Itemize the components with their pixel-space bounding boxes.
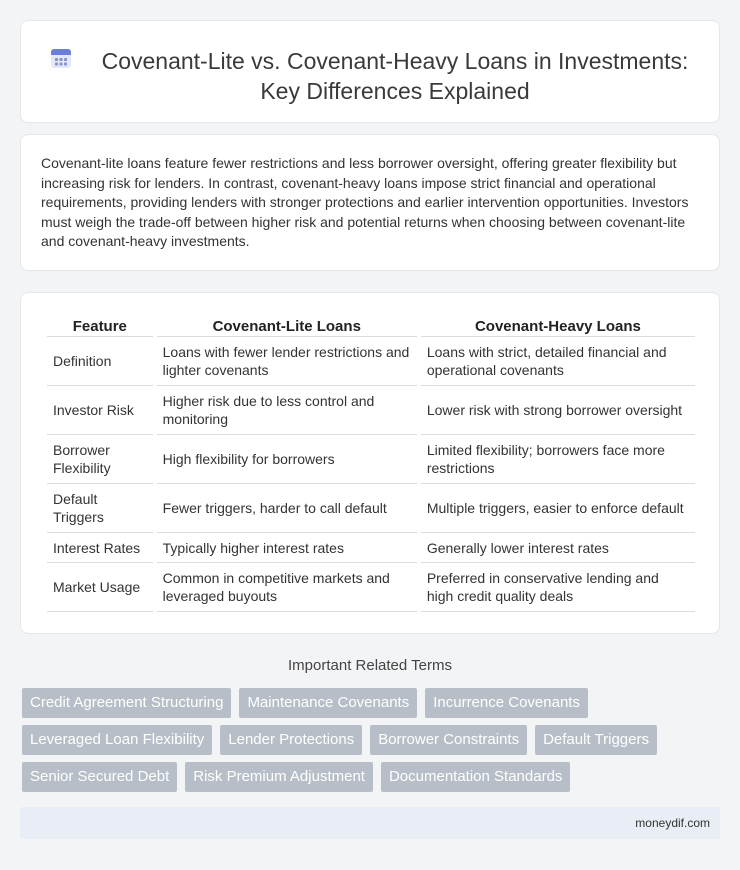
related-term-tag[interactable]: Incurrence Covenants: [425, 688, 588, 718]
related-term-tag[interactable]: Default Triggers: [535, 725, 657, 755]
cell-feature: Market Usage: [47, 563, 153, 612]
cell-feature: Default Triggers: [47, 484, 153, 533]
cell-feature: Borrower Flexibility: [47, 435, 153, 484]
related-term-tag[interactable]: Credit Agreement Structuring: [22, 688, 231, 718]
cell-covenant-heavy: Loans with strict, detailed financial and operational covenants: [421, 337, 695, 386]
comparison-card: [20, 292, 720, 634]
related-term-tag[interactable]: Borrower Constraints: [370, 725, 527, 755]
cell-feature: Investor Risk: [47, 386, 153, 435]
comparison-table: [43, 317, 699, 612]
related-terms-heading: Important Related Terms: [288, 657, 452, 674]
table-row: [47, 337, 695, 386]
table-row: [47, 533, 695, 563]
page-title: Covenant-Lite vs. Covenant-Heavy Loans in Investments: Key Differences Explained: [101, 48, 689, 104]
cell-covenant-heavy: Limited flexibility; borrowers face more restrictions: [421, 435, 695, 484]
related-term-tag[interactable]: Maintenance Covenants: [239, 688, 417, 718]
cell-covenant-lite: Higher risk due to less control and monitoring: [157, 386, 417, 435]
cell-covenant-heavy: Generally lower interest rates: [421, 533, 695, 563]
table-header-row: [47, 317, 695, 337]
cell-covenant-lite: Common in competitive markets and leveraged buyouts: [157, 563, 417, 612]
related-term-tag[interactable]: Senior Secured Debt: [22, 762, 177, 792]
related-term-tag[interactable]: Documentation Standards: [381, 762, 570, 792]
footer-site-link[interactable]: moneydif.com: [635, 816, 710, 830]
related-term-tag[interactable]: Lender Protections: [220, 725, 362, 755]
table-row: [47, 386, 695, 435]
footer-bar: [20, 807, 720, 839]
cell-covenant-lite: Loans with fewer lender restrictions and lighter covenants: [157, 337, 417, 386]
cell-feature: Interest Rates: [47, 533, 153, 563]
title-card: [20, 20, 720, 123]
cell-covenant-heavy: Lower risk with strong borrower oversight: [421, 386, 695, 435]
cell-covenant-heavy: Multiple triggers, easier to enforce default: [421, 484, 695, 533]
header-feature: Feature: [47, 317, 153, 337]
related-terms-list: [22, 688, 702, 792]
intro-card: [20, 134, 720, 271]
table-row: [47, 563, 695, 612]
header-covenant-heavy: Covenant-Heavy Loans: [421, 317, 695, 337]
cell-feature: Definition: [47, 337, 153, 386]
table-row: [47, 484, 695, 533]
cell-covenant-heavy: Preferred in conservative lending and high credit quality deals: [421, 563, 695, 612]
table-row: [47, 435, 695, 484]
related-term-tag[interactable]: Leveraged Loan Flexibility: [22, 725, 212, 755]
cell-covenant-lite: Fewer triggers, harder to call default: [157, 484, 417, 533]
intro-paragraph: Covenant-lite loans feature fewer restrictions and less borrower oversight, offering greater flexibility but increasing risk for lenders. In contrast, covenant-heavy loans impose strict financial and operational requirements, providing lenders with stronger protections and earlier intervention opportunities. Investors must weigh the trade-off between higher risk and potential returns when choosing between covenant-lite and covenant-heavy investments.: [41, 155, 689, 249]
cell-covenant-lite: Typically higher interest rates: [157, 533, 417, 563]
cell-covenant-lite: High flexibility for borrowers: [157, 435, 417, 484]
related-term-tag[interactable]: Risk Premium Adjustment: [185, 762, 373, 792]
header-covenant-lite: Covenant-Lite Loans: [157, 317, 417, 337]
